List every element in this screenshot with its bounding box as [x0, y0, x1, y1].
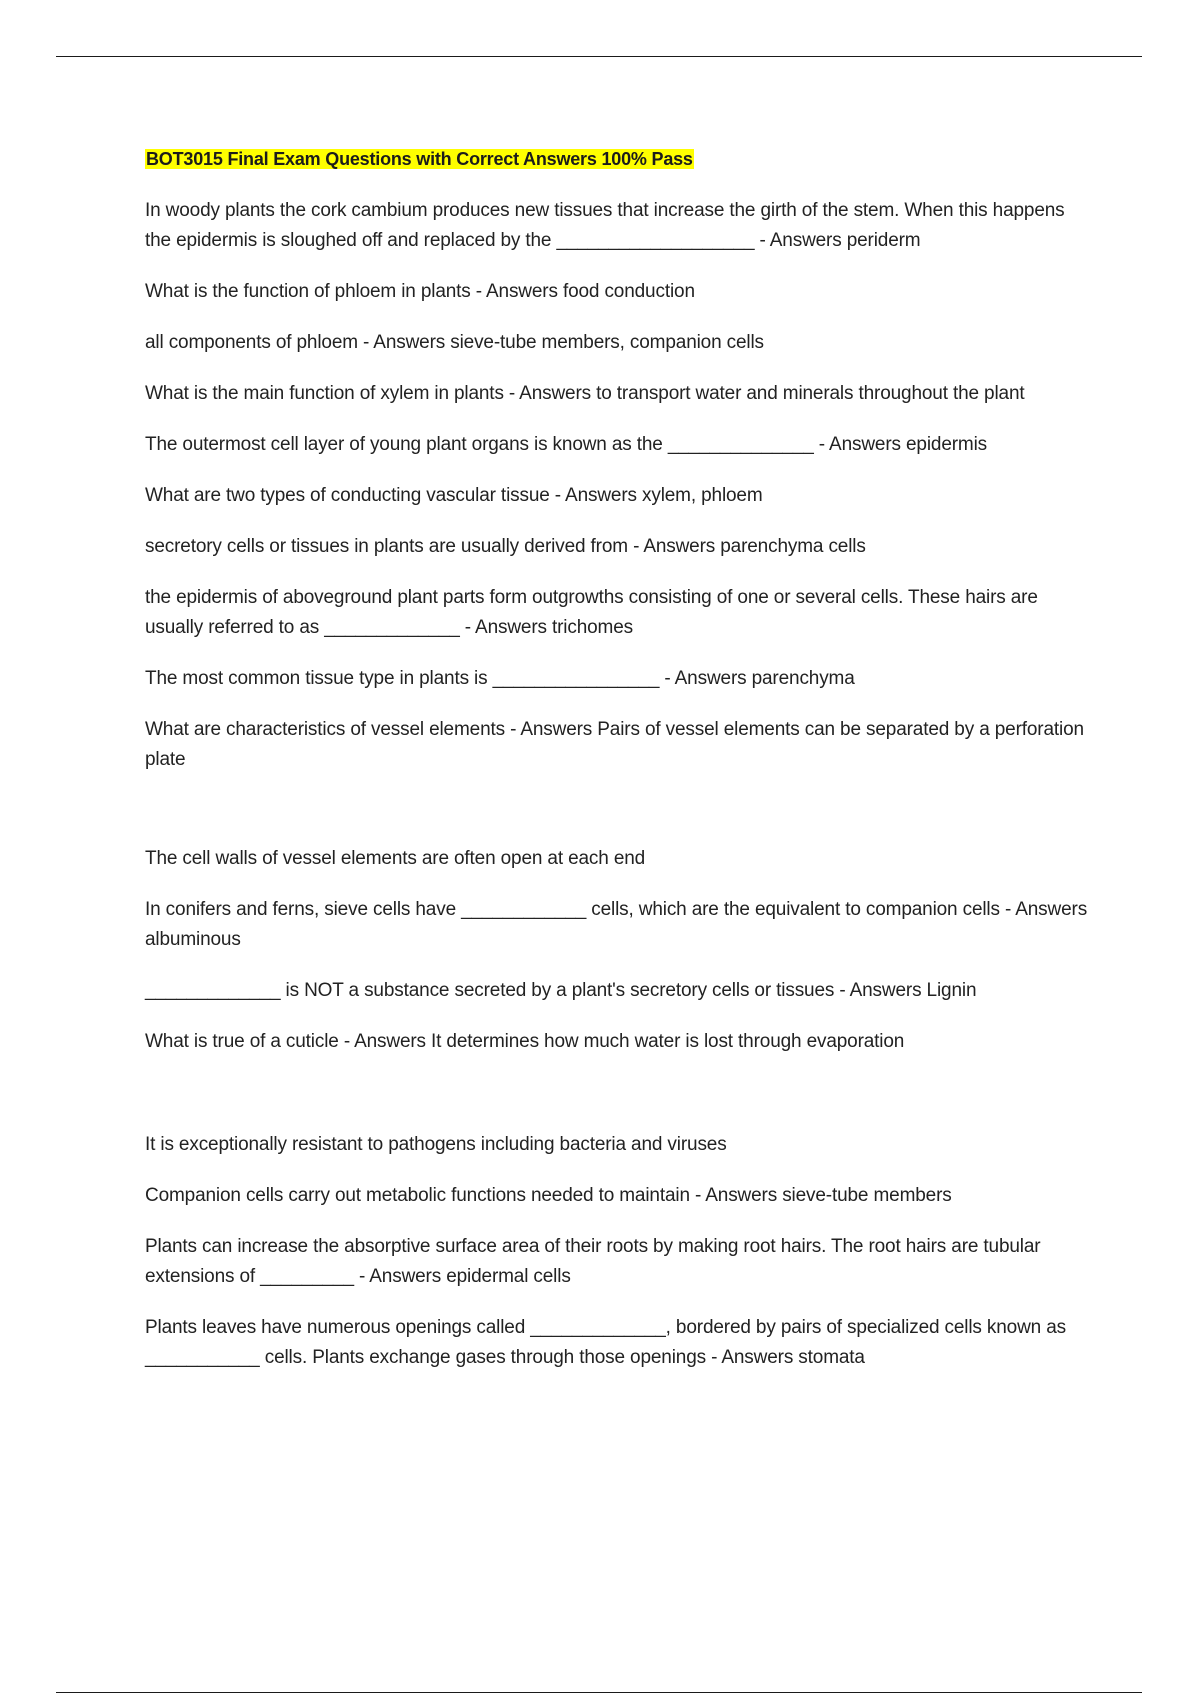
qa-item: What is the function of phloem in plants - Answers food conduction: [145, 281, 695, 302]
qa-item: Plants can increase the absorptive surface area of their roots by making root hairs. The root hairs are tubular extensions of _________ - Answers epidermal cells: [145, 1236, 1041, 1287]
qa-item: In woody plants the cork cambium produces new tissues that increase the girth of the stem. When this happens the epidermis is sloughed off and replaced by the ___________________ - Answers periderm: [145, 200, 1065, 251]
qa-item: The most common tissue type in plants is ________________ - Answers parenchyma: [145, 668, 855, 689]
blank-gap: [145, 1078, 1095, 1130]
qa-item: the epidermis of aboveground plant parts form outgrowths consisting of one or several cells. These hairs are usually referred to as _____________ - Answers trichomes: [145, 587, 1038, 638]
qa-item: all components of phloem - Answers sieve-tube members, companion cells: [145, 332, 764, 353]
qa-item: What is true of a cuticle - Answers It determines how much water is lost through evaporation: [145, 1031, 905, 1052]
qa-item: Companion cells carry out metabolic functions needed to maintain - Answers sieve-tube members: [145, 1185, 952, 1206]
document-body: [145, 146, 1095, 1394]
title-line: [145, 146, 1095, 174]
qa-item: What is the main function of xylem in plants - Answers to transport water and minerals throughout the plant: [145, 383, 1025, 404]
footer-rule: [56, 1692, 1142, 1693]
header-rule: [56, 56, 1142, 57]
qa-item: In conifers and ferns, sieve cells have ____________ cells, which are the equivalent to companion cells - Answers albuminous: [145, 899, 1088, 950]
qa-item: It is exceptionally resistant to pathogens including bacteria and viruses: [145, 1134, 727, 1155]
qa-item: The cell walls of vessel elements are often open at each end: [145, 848, 646, 869]
qa-item: What are two types of conducting vascular tissue - Answers xylem, phloem: [145, 485, 763, 506]
document-title: BOT3015 Final Exam Questions with Correct Answers 100% Pass: [146, 149, 693, 169]
qa-item: Plants leaves have numerous openings called _____________, bordered by pairs of specialized cells known as ___________ cells. Plants exchange gases through those openings - Answers stomata: [145, 1317, 1066, 1368]
blank-gap: [145, 796, 1095, 844]
qa-item: What are characteristics of vessel elements - Answers Pairs of vessel elements can be separated by a perforation plate: [145, 719, 1084, 770]
qa-item: secretory cells or tissues in plants are usually derived from - Answers parenchyma cells: [145, 536, 866, 557]
qa-item: _____________ is NOT a substance secreted by a plant's secretory cells or tissues - Answers Lignin: [145, 980, 977, 1001]
qa-item: The outermost cell layer of young plant organs is known as the ______________ - Answers epidermis: [145, 434, 988, 455]
